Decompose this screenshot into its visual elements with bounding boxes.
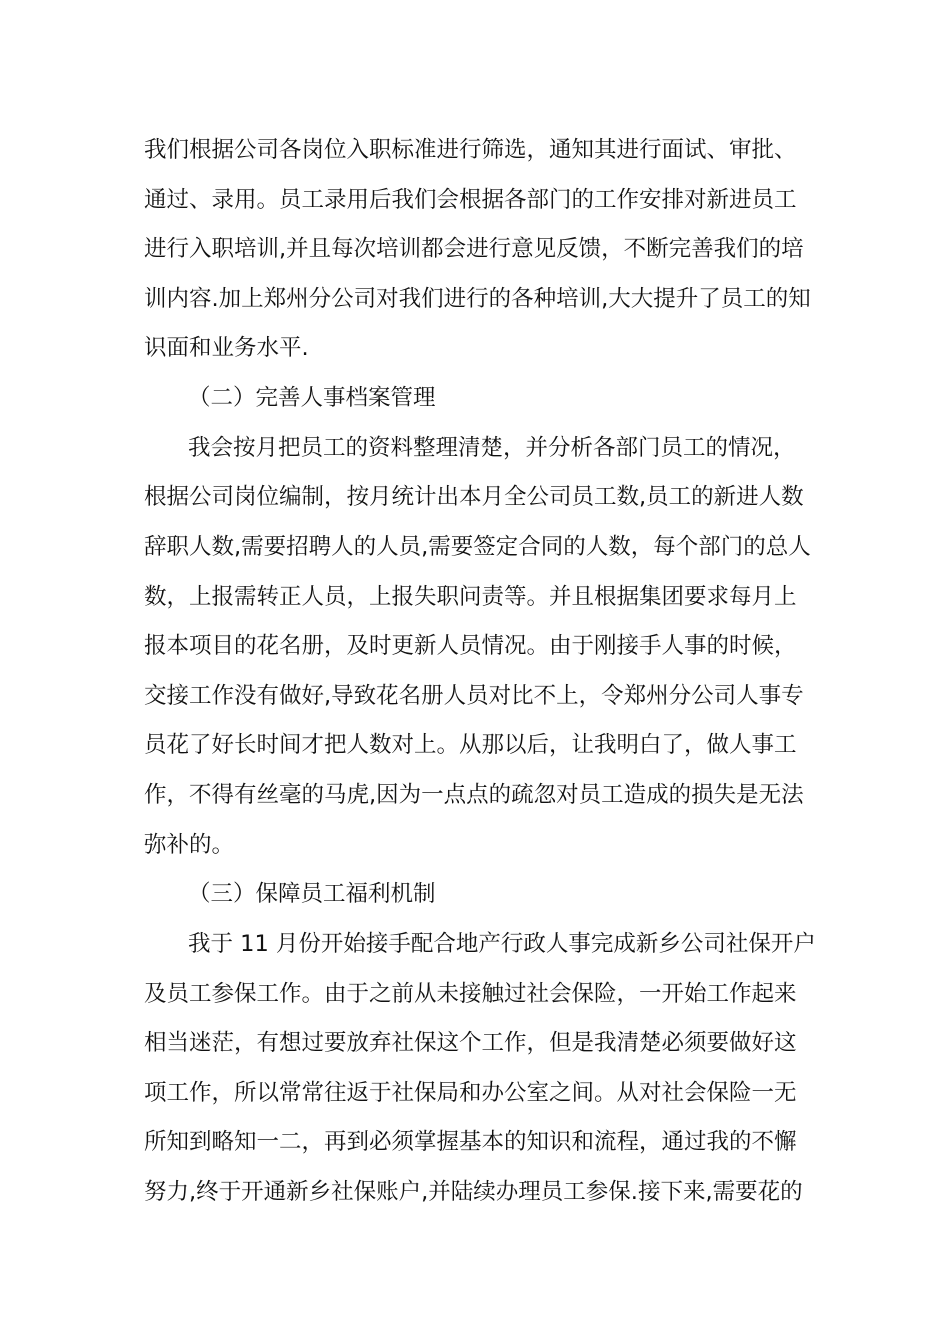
paragraph-line: 所知到略知一二，再到必须掌握基本的知识和流程，通过我的不懈 (144, 1129, 797, 1155)
paragraph-line: 训内容.加上郑州分公司对我们进行的各种培训,大大提升了员工的知 (144, 286, 811, 312)
paragraph-line: 相当迷茫，有想过要放弃社保这个工作，但是我清楚必须要做好这 (144, 1030, 797, 1056)
paragraph-line: 弥补的。 (144, 832, 235, 858)
paragraph-line: 我于 11 月份开始接手配合地产行政人事完成新乡公司社保开户 (188, 931, 816, 957)
paragraph-line: 努力,终于开通新乡社保账户,并陆续办理员工参保.接下来,需要花的 (144, 1179, 803, 1205)
paragraph-line: 作，不得有丝毫的马虎,因为一点点的疏忽对员工造成的损失是无法 (144, 782, 804, 808)
paragraph-line: 及员工参保工作。由于之前从未接触过社会保险，一开始工作起来 (144, 981, 797, 1007)
paragraph-line: 进行入职培训,并且每次培训都会进行意见反馈，不断完善我们的培 (144, 236, 804, 262)
section-heading: （二）完善人事档案管理 (188, 385, 436, 411)
paragraph-line: 识面和业务水平. (144, 335, 309, 361)
paragraph-line: 项工作，所以常常往返于社保局和办公室之间。从对社会保险一无 (144, 1080, 797, 1106)
paragraph-line: 员花了好长时间才把人数对上。从那以后，让我明白了，做人事工 (144, 732, 797, 758)
paragraph-line: 我们根据公司各岗位入职标准进行筛选，通知其进行面试、审批、 (144, 137, 797, 163)
paragraph-line: 我会按月把员工的资料整理清楚，并分析各部门员工的情况， (188, 435, 796, 461)
paragraph-line: 辞职人数,需要招聘人的人员,需要签定合同的人数，每个部门的总人 (144, 534, 811, 560)
paragraph-line: 报本项目的花名册，及时更新人员情况。由于刚接手人事的时候， (144, 633, 797, 659)
section-heading: （三）保障员工福利机制 (188, 881, 436, 907)
paragraph-line: 数，上报需转正人员，上报失职问责等。并且根据集团要求每月上 (144, 584, 797, 610)
paragraph-line: 通过、录用。员工录用后我们会根据各部门的工作安排对新进员工 (144, 187, 797, 213)
paragraph-line: 根据公司岗位编制，按月统计出本月全公司员工数,员工的新进人数 (144, 484, 804, 510)
paragraph-line: 交接工作没有做好,导致花名册人员对比不上，令郑州分公司人事专 (144, 683, 804, 709)
